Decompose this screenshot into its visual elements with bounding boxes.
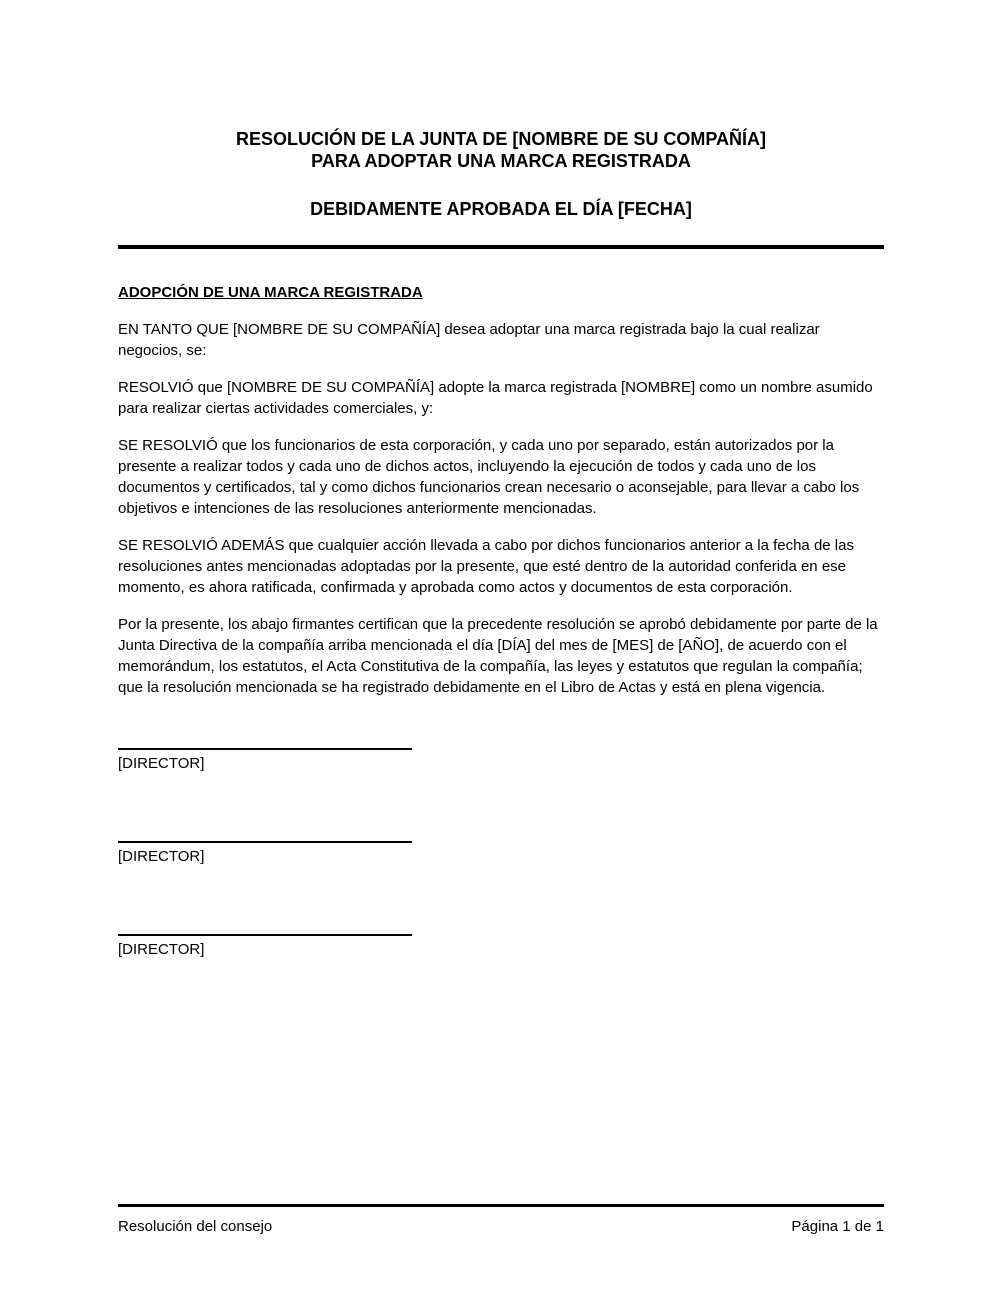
paragraph-certification: Por la presente, los abajo firmantes certifican que la precedente resolución se aprobó debidamente por parte de la Junta Directiva de la compañía arriba mencionada el día [DÍA] del mes de [MES] de [AÑO], de acuerdo con el memorándum, los estatutos, el Acta Constitutiva de la compañía, las leyes y estatutos que regulan la compañía; que la resolución mencionada se ha registrado debidamente en el Libro de Actas y está en plena vigencia. xyxy=(118,616,878,696)
footer-page-number: Página 1 de 1 xyxy=(791,1218,884,1235)
paragraph-whereas: EN TANTO QUE [NOMBRE DE SU COMPAÑÍA] desea adoptar una marca registrada bajo la cual realizar negocios, se: xyxy=(118,321,820,359)
paragraph-resolved: RESOLVIÓ que [NOMBRE DE SU COMPAÑÍA] adopte la marca registrada [NOMBRE] como un nombre asumido para realizar ciertas actividades comerciales, y: xyxy=(118,379,873,417)
signature-block xyxy=(118,934,412,960)
document-content xyxy=(118,0,884,960)
document-title-line1: RESOLUCIÓN DE LA JUNTA DE [NOMBRE DE SU COMPAÑÍA] xyxy=(235,129,766,149)
signature-block xyxy=(118,841,412,867)
footer-document-name: Resolución del consejo xyxy=(118,1218,273,1235)
document-title xyxy=(118,0,884,172)
section-heading: ADOPCIÓN DE UNA MARCA REGISTRADA xyxy=(118,284,423,301)
title-divider-rule xyxy=(118,245,884,249)
page-footer xyxy=(118,1204,884,1237)
paragraph-further-resolved: SE RESOLVIÓ ADEMÁS que cualquier acción llevada a cabo por dichos funcionarios anterior a la fecha de las resoluciones antes mencionadas adoptadas por la presente, que esté dentro de la autoridad conferida en ese momento, es ahora ratificada, confirmada y aprobada como actos y documentos de esta corporación. xyxy=(118,537,854,596)
signature-block xyxy=(118,748,412,774)
document-subtitle: DEBIDAMENTE APROBADA EL DÍA [FECHA] xyxy=(310,199,692,219)
document-title-line2: PARA ADOPTAR UNA MARCA REGISTRADA xyxy=(311,151,691,171)
signature-label: [DIRECTOR] xyxy=(118,755,205,772)
signature-label: [DIRECTOR] xyxy=(118,848,205,865)
paragraph-officers-authorized: SE RESOLVIÓ que los funcionarios de esta corporación, y cada uno por separado, están autorizados por la presente a realizar todos y cada uno de dichos actos, incluyendo la ejecución de todos y cada uno de los documentos y certificados, tal y como dichos funcionarios crean necesario o aconsejable, para llevar a cabo los objetivos e intenciones de las resoluciones anteriormente mencionadas. xyxy=(118,437,860,517)
signature-label: [DIRECTOR] xyxy=(118,941,205,958)
